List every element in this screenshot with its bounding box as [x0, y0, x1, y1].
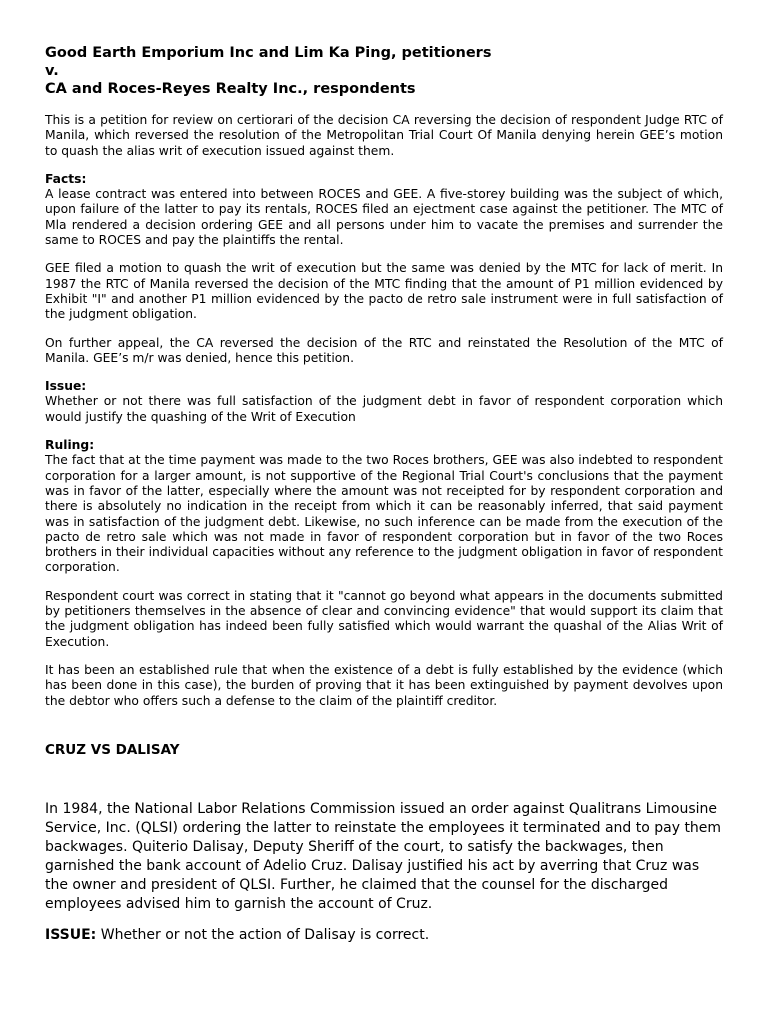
case1-title-line1: Good Earth Emporium Inc and Lim Ka Ping, petitioners — [45, 45, 492, 61]
ruling-paragraph-3: It has been an established rule that when the existence of a debt is fully established by the evidence (which has been done in this case), the burden of proving that it has been extinguished by payment devolves upon the debtor who offers such a defense to the claim of the plaintiff creditor. — [45, 662, 723, 708]
case1-title-line3: CA and Roces-Reyes Realty Inc., respondents — [45, 81, 416, 97]
document-page — [45, 44, 723, 945]
case1-heading — [45, 44, 723, 98]
issue-text: Whether or not there was full satisfaction of the judgment debt in favor of respondent corporation which would justify the quashing of the Writ of Execution — [45, 394, 723, 424]
facts-paragraph-2: GEE filed a motion to quash the writ of execution but the same was denied by the MTC for lack of merit. In 1987 the RTC of Manila reversed the decision of the MTC finding that the amount of P1 million evidenced by Exhibit "I" and another P1 million evidenced by the pacto de retro sale instrument were in full satisfaction of the judgment obligation. — [45, 261, 723, 322]
case2-issue-text: Whether or not the action of Dalisay is correct. — [96, 926, 430, 943]
case1-body — [45, 98, 723, 709]
case2-issue-label: ISSUE: — [45, 926, 97, 943]
case1-title-line2: v. — [45, 63, 59, 79]
case2-title: CRUZ VS DALISAY — [45, 741, 180, 758]
case2-body — [45, 800, 723, 945]
case2-facts-paragraph: In 1984, the National Labor Relations Commission issued an order against Qualitrans Limousine Service, Inc. (QLSI) ordering the latter to reinstate the employees it terminated and to pay them backwages. Quiterio Dalisay, Deputy Sheriff of the court, to satisfy the backwages, then garnished the bank account of Adelio Cruz. Dalisay justified his act by averring that Cruz was the owner and president of QLSI. Further, he claimed that the counsel for the discharged employees advised him to garnish the account of Cruz. — [45, 800, 722, 912]
facts-paragraph-1: A lease contract was entered into between ROCES and GEE. A five-storey building was the subject of which, upon failure of the latter to pay its rentals, ROCES filed an ejectment case against the petitioner. The MTC of Mla rendered a decision ordering GEE and all persons under him to vacate the premises and surrender the same to ROCES and pay the plaintiffs the rental. — [45, 187, 723, 248]
ruling-paragraph-2: Respondent court was correct in stating that it "cannot go beyond what appears in the documents submitted by petitioners themselves in the absence of clear and convincing evidence" that would support its claim that the judgment obligation has indeed been fully satisfied which would warrant the quashal of the Alias Writ of Execution. — [45, 588, 723, 649]
ruling-paragraph-1: The fact that at the time payment was made to the two Roces brothers, GEE was also indebted to respondent corporation for a larger amount, is not supportive of the Regional Trial Court's conclusions that the payment was in favor of the latter, especially where the amount was not receipted for by respondent corporation and there is absolutely no indication in the receipt from which it can be reasonably inferred, that said payment was in satisfaction of the judgment debt. Likewise, no such inference can be made from the execution of the pacto de retro sale which was not made in favor of respondent corporation but in favor of the two Roces brothers in their individual capacities without any reference to the judgment obligation in favor of respondent corporation. — [45, 453, 723, 575]
case2-issue-line — [45, 926, 723, 945]
facts-paragraph-3: On further appeal, the CA reversed the decision of the RTC and reinstated the Resolution of the MTC of Manila. GEE’s m/r was denied, hence this petition. — [45, 335, 723, 365]
case1-intro: This is a petition for review on certiorari of the decision CA reversing the decision of respondent Judge RTC of Manila, which reversed the resolution of the Metropolitan Trial Court Of Manila denying herein GEE’s motion to quash the alias writ of execution issued against them. — [45, 113, 723, 158]
facts-label: Facts: — [45, 171, 87, 186]
ruling-label: Ruling: — [45, 438, 95, 453]
issue-label: Issue: — [45, 379, 87, 394]
